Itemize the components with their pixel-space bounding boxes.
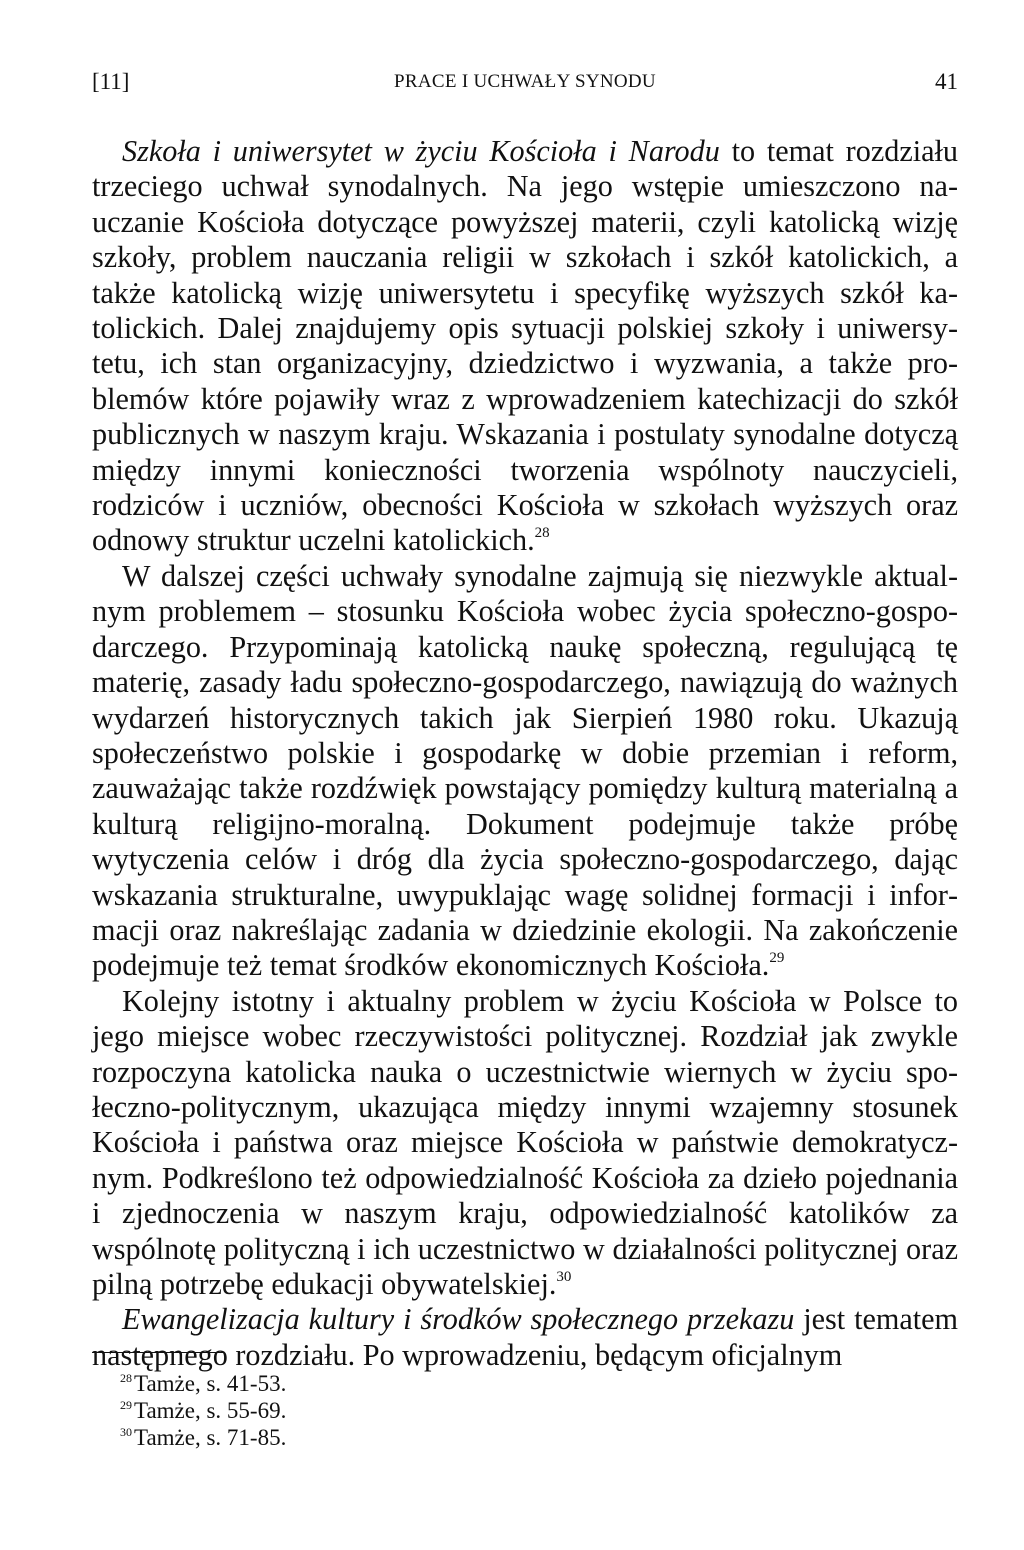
footnotes (120, 1370, 620, 1451)
footnote-30 (120, 1424, 620, 1451)
footnote-ref[interactable]: 30 (556, 1269, 572, 1285)
footnote-text: Tamże, s. 41-53. (134, 1371, 287, 1396)
paragraph-text: W dalszej części uchwały synodalne zajmują się niezwykle aktualnym problemem – stosunku Kościoła wobec życia społeczno-gospodarczego. Przypominają katolicką naukę społeczną, regulującą tę materię, zasady ładu społeczno-gospodarczego, nawiązują do ważnych wydarzeń historycznych takich jak Sierpień 1980 roku. Ukazują społeczeństwo polskie i gospodarkę w dobie przemian i reform, zauważając także rozdźwięk powstający pomiędzy kulturą materialną a kulturą religijno-moralną. Dokument podejmuje także próbę wytyczenia celów i dróg dla życia społeczno-gospodarczego, dając wskazania strukturalne, uwypuklając wagę solidnej formacji i informacji oraz nakreślając zadania w dziedzinie ekologii. Na zakończenie podejmuje też temat środków ekonomicznych Kościoła. (92, 558, 958, 983)
footnote-29 (120, 1397, 620, 1424)
paragraph-2 (92, 559, 958, 984)
footnote-text: Tamże, s. 55-69. (134, 1398, 287, 1423)
body-text (92, 134, 958, 1373)
paragraph-3 (92, 984, 958, 1303)
page-header (92, 62, 958, 102)
paragraph-text: jest tematem następnego rozdziału. Po wprowadzeniu, będącym oficjalnym (92, 1302, 959, 1372)
paragraph-1 (92, 134, 958, 559)
italic-lead: Ewangelizacja kultury i środków społecznego przekazu (122, 1302, 795, 1337)
paragraph-text: to temat rozdziału trzeciego uchwał synodalnych. Na jego wstępie umieszczono nauczanie Kościoła dotyczące powyższej materii, czyli katolicką wizję szkoły, problem nauczania religii w szkołach i szkół katolickich, a także katolicką wizję uniwersytetu i specyfikę wyższych szkół katolickich. Dalej znajdujemy opis sytuacji polskiej szkoły i uniwersytetu, ich stan organizacyjny, dziedzictwo i wyzwania, a także problemów które pojawiły wraz z wprowadzeniem katechizacji do szkół publicznych w naszym kraju. Wskazania i postulaty synodalne dotyczą między innymi konieczności tworzenia wspólnoty nauczycieli, rodziców i uczniów, obecności Kościoła w szkołach wyższych oraz odnowy struktur uczelni katolickich. (92, 134, 958, 558)
page-number: 41 (935, 69, 958, 94)
footnote-marker: 30 (120, 1425, 132, 1439)
footnote-ref[interactable]: 28 (534, 525, 550, 542)
footnote-marker: 28 (120, 1371, 132, 1385)
footnote-28 (120, 1370, 620, 1397)
running-title: PRACE I UCHWAŁY SYNODU (394, 71, 656, 92)
footnote-divider (92, 1352, 224, 1353)
footnote-marker: 29 (120, 1398, 132, 1412)
paragraph-4 (92, 1302, 958, 1373)
chapter-number: [11] (92, 69, 130, 94)
paragraph-text: Kolejny istotny i aktualny problem w życiu Kościoła w Polsce to jego miejsce wobec rzeczywistości politycznej. Rozdział jak zwykle rozpoczyna katolicka nauka o uczestnictwie wiernych w życiu społeczno-politycznym, ukazująca między innymi wzajemny stosunek Kościoła i państwa oraz miejsce Kościoła w państwie demokratycznym. Podkreślono też odpowiedzialność Kościoła za dzieło pojednania i zjednoczenia w naszym kraju, odpowiedzialność katolików za wspólnotę polityczną i ich uczestnictwo w działalności politycznej oraz pilną potrzebę edukacji obywatelskiej. (92, 983, 958, 1301)
italic-lead: Szkoła i uniwersytet w życiu Kościoła i Narodu (122, 134, 720, 168)
footnote-ref[interactable]: 29 (769, 950, 785, 967)
footnote-text: Tamże, s. 71-85. (134, 1425, 287, 1450)
